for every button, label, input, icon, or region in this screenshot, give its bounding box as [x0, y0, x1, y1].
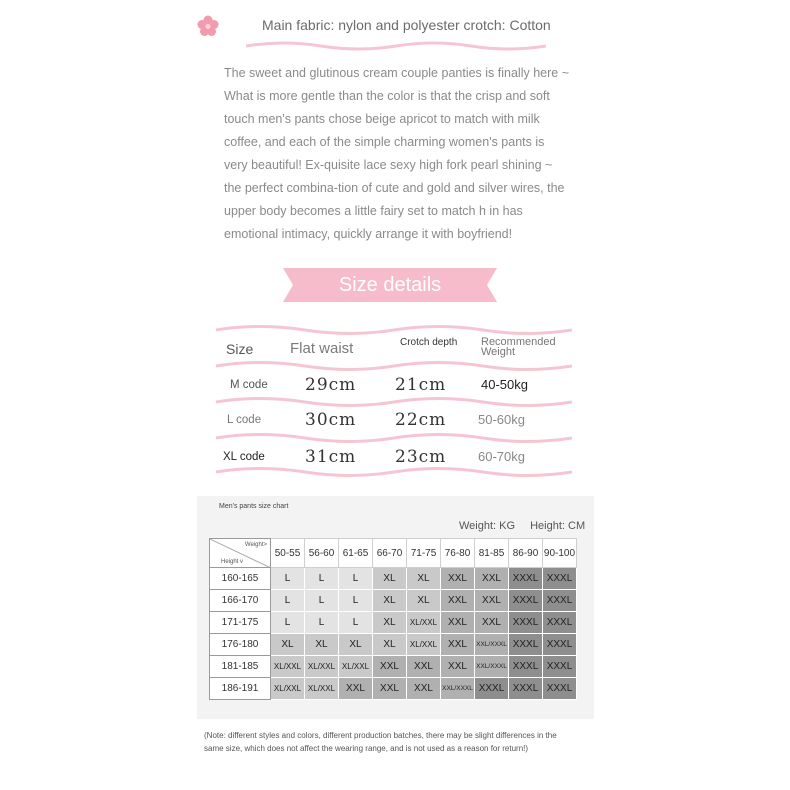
- header-crotch-depth: Crotch depth: [400, 337, 458, 348]
- size-cell: XL/XXL: [407, 634, 441, 656]
- table-row: [210, 634, 577, 656]
- size-cell: XL/XXL: [305, 656, 339, 678]
- size-cell: XXL: [373, 678, 407, 700]
- size-cell: XL: [407, 590, 441, 612]
- weight-header: 90-100: [543, 539, 577, 568]
- size-cell: XXXL: [543, 590, 577, 612]
- size-cell: XL: [373, 634, 407, 656]
- size-cell: XXXL: [509, 656, 543, 678]
- mens-size-grid: [209, 538, 577, 700]
- table-row: [210, 568, 577, 590]
- weight-header: 86-90: [509, 539, 543, 568]
- weight-header: 71-75: [407, 539, 441, 568]
- size-label: XL code: [223, 451, 265, 463]
- size-cell: L: [339, 590, 373, 612]
- waist-value: 29cm: [305, 375, 357, 395]
- height-header: 181-185: [210, 656, 271, 678]
- size-cell: XXXL: [543, 656, 577, 678]
- size-cell: XXXL: [543, 678, 577, 700]
- size-cell: XXXL: [509, 678, 543, 700]
- unit-height: Height: CM: [530, 520, 586, 532]
- size-cell: XXL: [475, 568, 509, 590]
- size-cell: XL: [305, 634, 339, 656]
- pink-wave-divider: [246, 40, 546, 54]
- disclaimer-note: (Note: different styles and colors, different production batches, there may be slight differences in the same size, which does not affect the wearing range, and is not used as a reason for return!): [204, 731, 557, 753]
- size-cell: L: [271, 590, 305, 612]
- corner-weight-label: Weight>: [244, 542, 267, 548]
- size-cell: XXXL: [543, 568, 577, 590]
- size-cell: XXXL: [475, 678, 509, 700]
- table-row: [210, 590, 577, 612]
- chart-units: [459, 520, 597, 532]
- size-cell: XXL: [407, 678, 441, 700]
- header-flat-waist: Flat waist: [290, 340, 354, 357]
- size-cell: XL: [407, 568, 441, 590]
- table-row: [210, 678, 577, 700]
- banner-title: Size details: [338, 274, 442, 296]
- size-cell: XXL/XXXL: [475, 634, 509, 656]
- size-cell: XXL: [441, 656, 475, 678]
- size-cell: L: [271, 568, 305, 590]
- size-cell: XXXL: [509, 568, 543, 590]
- header-recommended-weight: Recommended Weight: [481, 336, 556, 358]
- waist-value: 30cm: [305, 410, 357, 430]
- size-cell: XL/XXL: [271, 656, 305, 678]
- size-cell: XXL: [407, 656, 441, 678]
- size-cell: XXL/XXXL: [475, 656, 509, 678]
- header-size: Size: [226, 341, 254, 357]
- size-cell: XL/XXL: [407, 612, 441, 634]
- size-cell: XXL: [441, 612, 475, 634]
- height-header: 186-191: [210, 678, 271, 700]
- size-cell: XL: [339, 634, 373, 656]
- size-cell: XXL: [441, 568, 475, 590]
- size-cell: XL/XXL: [305, 678, 339, 700]
- weight-header: 50-55: [271, 539, 305, 568]
- size-cell: XL: [271, 634, 305, 656]
- mens-chart-title: Men's pants size chart: [219, 503, 289, 510]
- size-cell: L: [305, 612, 339, 634]
- crotch-value: 21cm: [395, 375, 447, 395]
- product-description: The sweet and glutinous cream couple panties is finally here ~ What is more gentle than the color is that the crisp and soft touch men's pants chose beige apricot to match with milk coffee, and each of the simple charming women's pants is very beautiful! Ex-quisite lace sexy high fork pearl shining ~ the perfect combina-tion of cute and gold and silver wires, the upper body becomes a little fairy set to match h in has emotional intimacy, quickly arrange it with boyfriend!: [224, 66, 569, 241]
- grid-corner: [210, 539, 271, 568]
- size-cell: XXXL: [509, 612, 543, 634]
- crotch-value: 23cm: [395, 447, 447, 467]
- crotch-value: 22cm: [395, 410, 447, 430]
- size-cell: XXL: [441, 590, 475, 612]
- size-cell: XXXL: [509, 590, 543, 612]
- size-cell: L: [305, 568, 339, 590]
- size-label: M code: [230, 379, 268, 391]
- size-cell: XL: [373, 590, 407, 612]
- size-cell: XL: [373, 568, 407, 590]
- height-header: 171-175: [210, 612, 271, 634]
- size-cell: L: [339, 568, 373, 590]
- main-fabric-text: Main fabric: nylon and polyester crotch: Cotton: [262, 17, 551, 33]
- weight-header: 56-60: [305, 539, 339, 568]
- corner-height-label: Height v: [221, 559, 244, 565]
- size-cell: L: [271, 612, 305, 634]
- size-cell: XXL: [475, 612, 509, 634]
- size-cell: XXL: [339, 678, 373, 700]
- weight-header: 81-85: [475, 539, 509, 568]
- size-cell: XXXL: [543, 612, 577, 634]
- table-row: [210, 612, 577, 634]
- table-row: [210, 656, 577, 678]
- weight-header: 76-80: [441, 539, 475, 568]
- size-cell: XL/XXL: [271, 678, 305, 700]
- weight-value: 40-50kg: [481, 377, 528, 392]
- unit-weight: Weight: KG: [459, 520, 516, 532]
- size-cell: XXXL: [509, 634, 543, 656]
- size-cell: XXL: [475, 590, 509, 612]
- size-cell: XL: [373, 612, 407, 634]
- size-cell: XL/XXL: [339, 656, 373, 678]
- size-cell: XXXL: [543, 634, 577, 656]
- height-header: 176-180: [210, 634, 271, 656]
- weight-header: 61-65: [339, 539, 373, 568]
- size-cell: L: [305, 590, 339, 612]
- waist-value: 31cm: [305, 447, 357, 467]
- size-cell: L: [339, 612, 373, 634]
- weight-value: 60-70kg: [478, 449, 525, 464]
- height-header: 166-170: [210, 590, 271, 612]
- weight-value: 50-60kg: [478, 412, 525, 427]
- size-cell: XXL/XXXL: [441, 678, 475, 700]
- size-cell: XXL: [373, 656, 407, 678]
- size-label: L code: [227, 414, 262, 426]
- flower-icon: [196, 14, 220, 38]
- weight-header: 66-70: [373, 539, 407, 568]
- size-cell: XXL: [441, 634, 475, 656]
- height-header: 160-165: [210, 568, 271, 590]
